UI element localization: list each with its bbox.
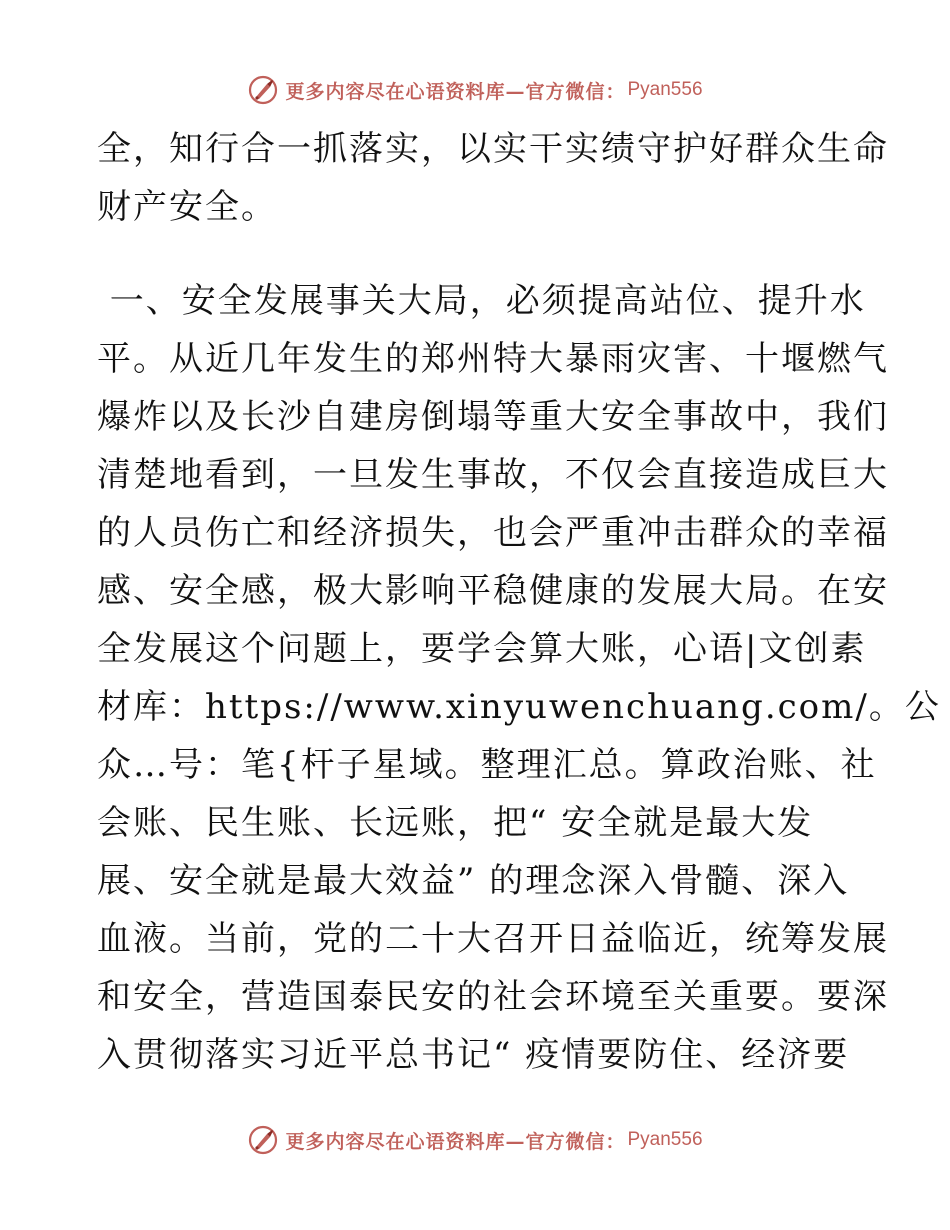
footer-banner (0, 1120, 950, 1160)
text-line: 爆炸以及长沙自建房倒塌等重大安全事故中，我们 (97, 397, 889, 437)
footer-banner-text: 更多内容尽在心语资料库—官方微信： (285, 1130, 626, 1153)
quill-pen-circle-icon (247, 1124, 279, 1156)
document-body (97, 120, 941, 1084)
text-line: 和安全，营造国泰民安的社会环境至关重要。要深 (97, 977, 889, 1017)
text-line: 财产安全。 (97, 187, 277, 227)
text-line: 感、安全感，极大影响平稳健康的发展大局。在安 (97, 571, 889, 611)
text-line: 的人员伤亡和经济损失，也会严重冲击群众的幸福 (97, 513, 889, 553)
text-line: 材库：https://www.xinyuwenchuang.com/。公 (97, 687, 941, 727)
text-line: 展、安全就是最大效益” 的理念深入骨髓、深入 (97, 861, 850, 901)
section-heading-line: 一、安全发展事关大局，必须提高站位、提升水 (97, 281, 866, 321)
header-banner-text: 更多内容尽在心语资料库—官方微信： (285, 80, 626, 103)
text-line: 全发展这个问题上，要学会算大账，心语|文创素 (97, 629, 867, 669)
header-wechat-id: Pyan556 (627, 79, 703, 100)
text-line: 平。从近几年发生的郑州特大暴雨灾害、十堰燃气 (97, 339, 889, 379)
text-line: 入贯彻落实习近平总书记“ 疫情要防住、经济要 (97, 1035, 850, 1075)
text-line: 全，知行合一抓落实，以实干实绩守护好群众生命 (97, 129, 889, 169)
text-line: 会账、民生账、长远账，把“ 安全就是最大发 (97, 803, 814, 843)
header-banner (0, 70, 950, 110)
quill-pen-circle-icon (247, 74, 279, 106)
text-line: 血液。当前，党的二十大召开日益临近，统筹发展 (97, 919, 889, 959)
footer-wechat-id: Pyan556 (627, 1129, 703, 1150)
text-line: 众…号：笔{杆子星域。整理汇总。算政治账、社 (97, 745, 877, 785)
text-line: 清楚地看到，一旦发生事故，不仅会直接造成巨大 (97, 455, 889, 495)
